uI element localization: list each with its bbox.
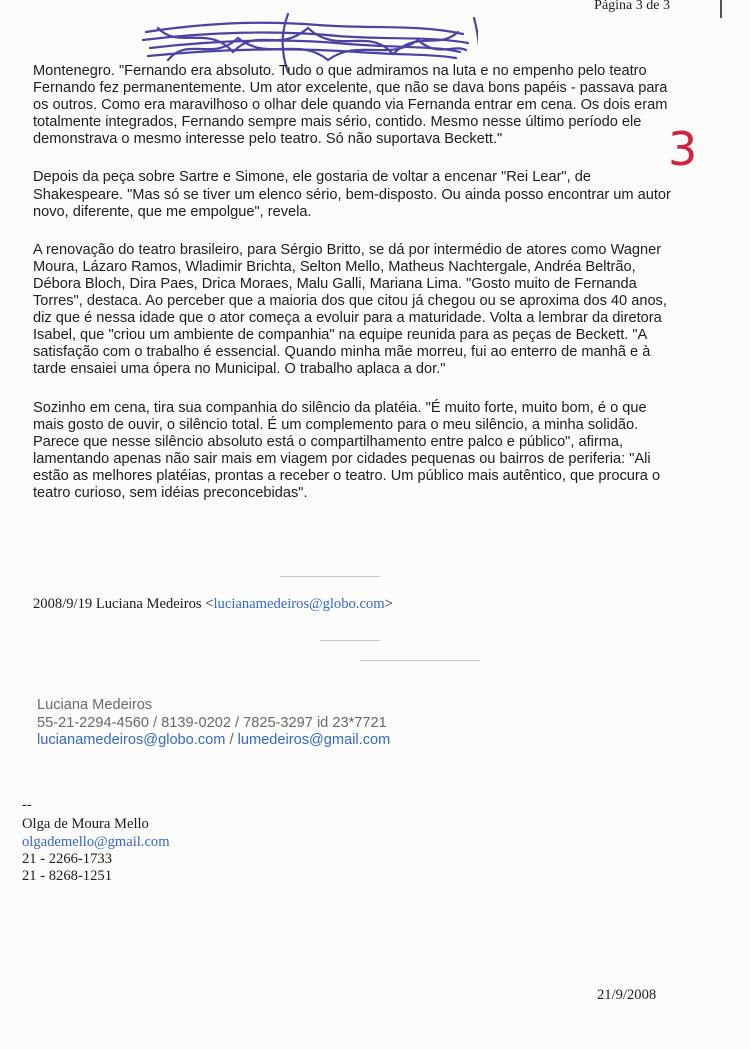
paragraph: Montenegro. "Fernando era absoluto. Tudo o que admiramos na luta e no empenho pelo teatro Fernando fez permanentemente. Um ator excelente, que não se dava bons papéis - passava para os outros. Como era maravilhoso o olhar dele quando via Fernanda entrar em cena. Os dois eram totalmente integrados, Fernando sempre mais sério, contido. Mesmo nesse último período ele demonstrava o mesmo interesse pelo teatro. Só não suportava Beckett." bbox=[33, 63, 668, 148]
signature-phone-1: 21 - 2266-1733 bbox=[22, 850, 112, 867]
quoted-name: Luciana Medeiros bbox=[37, 697, 153, 713]
signature-phone-2: 21 - 8268-1251 bbox=[22, 868, 112, 885]
bleed-mark bbox=[320, 640, 380, 641]
paragraph: Depois da peça sobre Sartre e Simone, ele gostaria de voltar a encenar "Rei Lear", de Shakespeare. "Mas só se tiver um elenco sério, bem-disposto. Ou ainda posso encontrar um autor novo, diferente, que me empolgue", revela. bbox=[33, 169, 671, 220]
email-sender-link[interactable]: lucianamedeiros@globo.com bbox=[213, 596, 385, 612]
signature-name: Olga de Moura Mello bbox=[22, 816, 149, 833]
footer-date: 21/9/2008 bbox=[597, 987, 657, 1003]
signature-separator: -- bbox=[22, 797, 32, 813]
handwritten-page-mark: 3 bbox=[668, 122, 698, 176]
page-number: Página 3 de 3 bbox=[594, 0, 670, 13]
signature-email-link[interactable]: olgademello@gmail.com bbox=[22, 833, 170, 850]
paragraph: A renovação do teatro brasileiro, para Sérgio Britto, se dá por intermédio de atores como Wagner Moura, Lázaro Ramos, Wladimir Brichta, Selton Mello, Matheus Nachtergale, Andréa Beltrão, Débora Bloch, Dira Paes, Drica Moraes, Malu Galli, Mariana Lima. "Gosto muito de Fernanda Torres", destaca. Ao perceber que a maioria dos que citou já chegou ou se aproxima dos 40 anos, diz que é nessa idade que o ator começa a evoluir para a maturidade. Volta a lembrar da diretora Isabel, que "criou um ambiente de companhia" na equipe reunida para as peças de Beckett. "A satisfação com o trabalho é essencial. Quando minha mãe morreu, fui ao enterro de manhã e à tarde ensaiei uma ópera no Municipal. O trabalho aplaca a dor." bbox=[33, 241, 667, 378]
quoted-signature bbox=[37, 697, 390, 750]
paragraph: Sozinho em cena, tira sua companhia do silêncio da platéia. "É muito forte, muito bom, é o que mais gosto de ouvir, o silêncio total. É um complemento para o meu silêncio, a minha solidão. Parece que nesse silêncio absoluto está o compartilhamento entre palco e público", afirma, lamentando apenas não sair mais em viagem por cidades pequenas ou bairros de periferia: "Ali estão as melhores platéias, prontas a receber o teatro. Um público mais autêntico, que procura o teatro curioso, sem idéias preconcebidas". bbox=[33, 399, 661, 501]
email-header-line: 2008/9/19 Luciana Medeiros <lucianamedeiros@globo.com> bbox=[33, 596, 393, 612]
signature-block bbox=[22, 797, 170, 885]
quoted-email-link-2[interactable]: lumedeiros@gmail.com bbox=[237, 732, 391, 748]
quoted-emails bbox=[37, 732, 390, 750]
bleed-mark bbox=[280, 576, 380, 577]
quoted-email-link-1[interactable]: lucianamedeiros@globo.com bbox=[37, 732, 226, 748]
email-separator: / bbox=[229, 732, 234, 748]
article-body bbox=[33, 63, 673, 523]
edge-mark bbox=[720, 0, 722, 18]
email-sender: Luciana Medeiros bbox=[95, 596, 202, 612]
bleed-mark bbox=[360, 660, 480, 661]
email-date: 2008/9/19 bbox=[33, 596, 93, 612]
quoted-phones: 55-21-2294-4560 / 8139-0202 / 7825-3297 id 23*7721 bbox=[37, 714, 387, 731]
